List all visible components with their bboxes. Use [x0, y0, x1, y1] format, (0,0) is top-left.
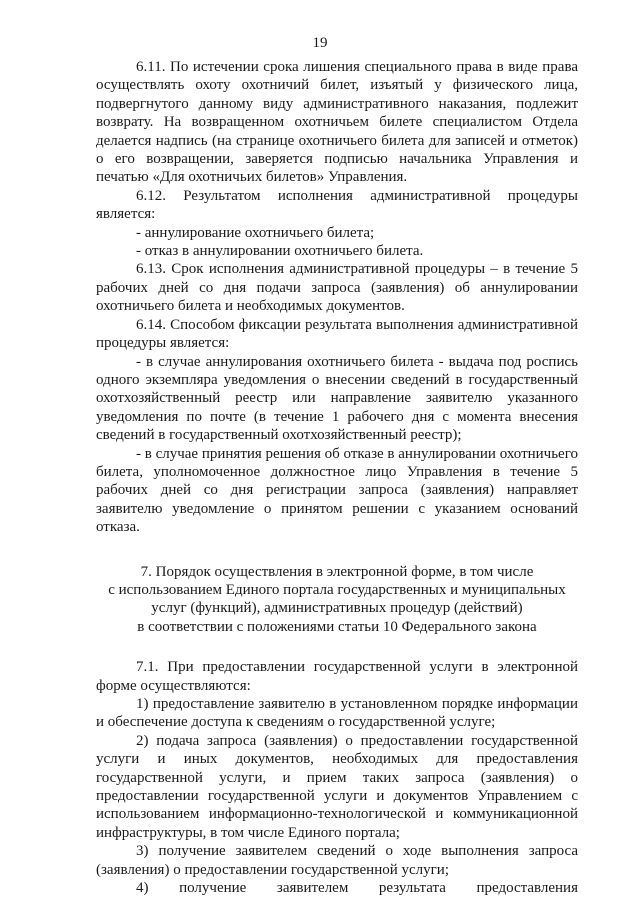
list-item-annulment: - аннулирование охотничьего билета;: [136, 224, 375, 241]
list-item-annulment-case: - в случае аннулирования охотничьего билета - выдача под роспись одного экземпляра уведомления о внесении сведений в государственный охотхозяйственный реестр или направление заявителю указанного уведомления по почте (в течение 1 рабочего дня с момента внесения сведений в государственный охотхозяйственный реестр);: [96, 353, 578, 444]
paragraph-6-13: 6.13. Срок исполнения административной процедуры – в течение 5 рабочих дней со дня подачи запроса (заявления) об аннулировании охотничьего билета и необходимых документов.: [96, 261, 578, 315]
document-body: [96, 58, 578, 897]
heading-line: в соответствии с положениями статьи 10 Федерального закона: [137, 618, 537, 635]
list-item-2: 2) подача запроса (заявления) о предоставлении государственной услуги и иных документов, необходимых для предоставления государственной услуги, и прием таких запроса (заявления) о предоставлении государственной услуги и документов Управлением с использованием информационно-технологической и коммуникационной инфраструктуры, в том числе Единого портала;: [96, 732, 578, 841]
list-item-refusal: - отказ в аннулировании охотничьего билета.: [136, 243, 424, 260]
paragraph-7-1: 7.1. При предоставлении государственной услуги в электронной форме осуществляются:: [96, 659, 578, 694]
list-item-4: 4) получение заявителем результата предоставления: [136, 880, 578, 897]
paragraph-6-14: 6.14. Способом фиксации результата выполнения административной процедуры является:: [96, 316, 578, 352]
heading-line: с использованием Единого портала государственных и муниципальных: [108, 581, 566, 598]
list-item-3: 3) получение заявителем сведений о ходе выполнения запроса (заявления) о предоставлении государственной услуги;: [96, 843, 578, 878]
paragraph-6-11: 6.11. По истечении срока лишения специального права в виде права осуществлять охоту охотничий билет, изъятый у физического лица, подвергнутого данному виду административного наказания, подлежит возврату. На возвращенном охотничьем билете специалистом Отдела делается надпись (на странице охотничьего билета для записей и отметок) о его возвращении, заверяется подписью начальника Управления и печатью «Для охотничьих билетов» Управления.: [96, 59, 578, 186]
section-7-heading: [96, 563, 578, 637]
heading-line: услуг (функций), административных процедур (действий): [151, 600, 523, 617]
paragraph-6-12: 6.12. Результатом исполнения административной процедуры является:: [96, 187, 578, 223]
page-number: 19: [312, 35, 328, 51]
list-item-1: 1) предоставление заявителю в установленном порядке информации и обеспечение доступа к сведениям о государственной услуге;: [96, 696, 578, 731]
heading-line: 7. Порядок осуществления в электронной форме, в том числе: [140, 563, 534, 580]
list-item-refusal-case: - в случае принятия решения об отказе в аннулировании охотничьего билета, уполномоченное должностное лицо Управления в течение 5 рабочих дней со дня регистрации запроса (заявления) направляет заявителю уведомление о принятом решении с указанием оснований отказа.: [96, 445, 578, 536]
